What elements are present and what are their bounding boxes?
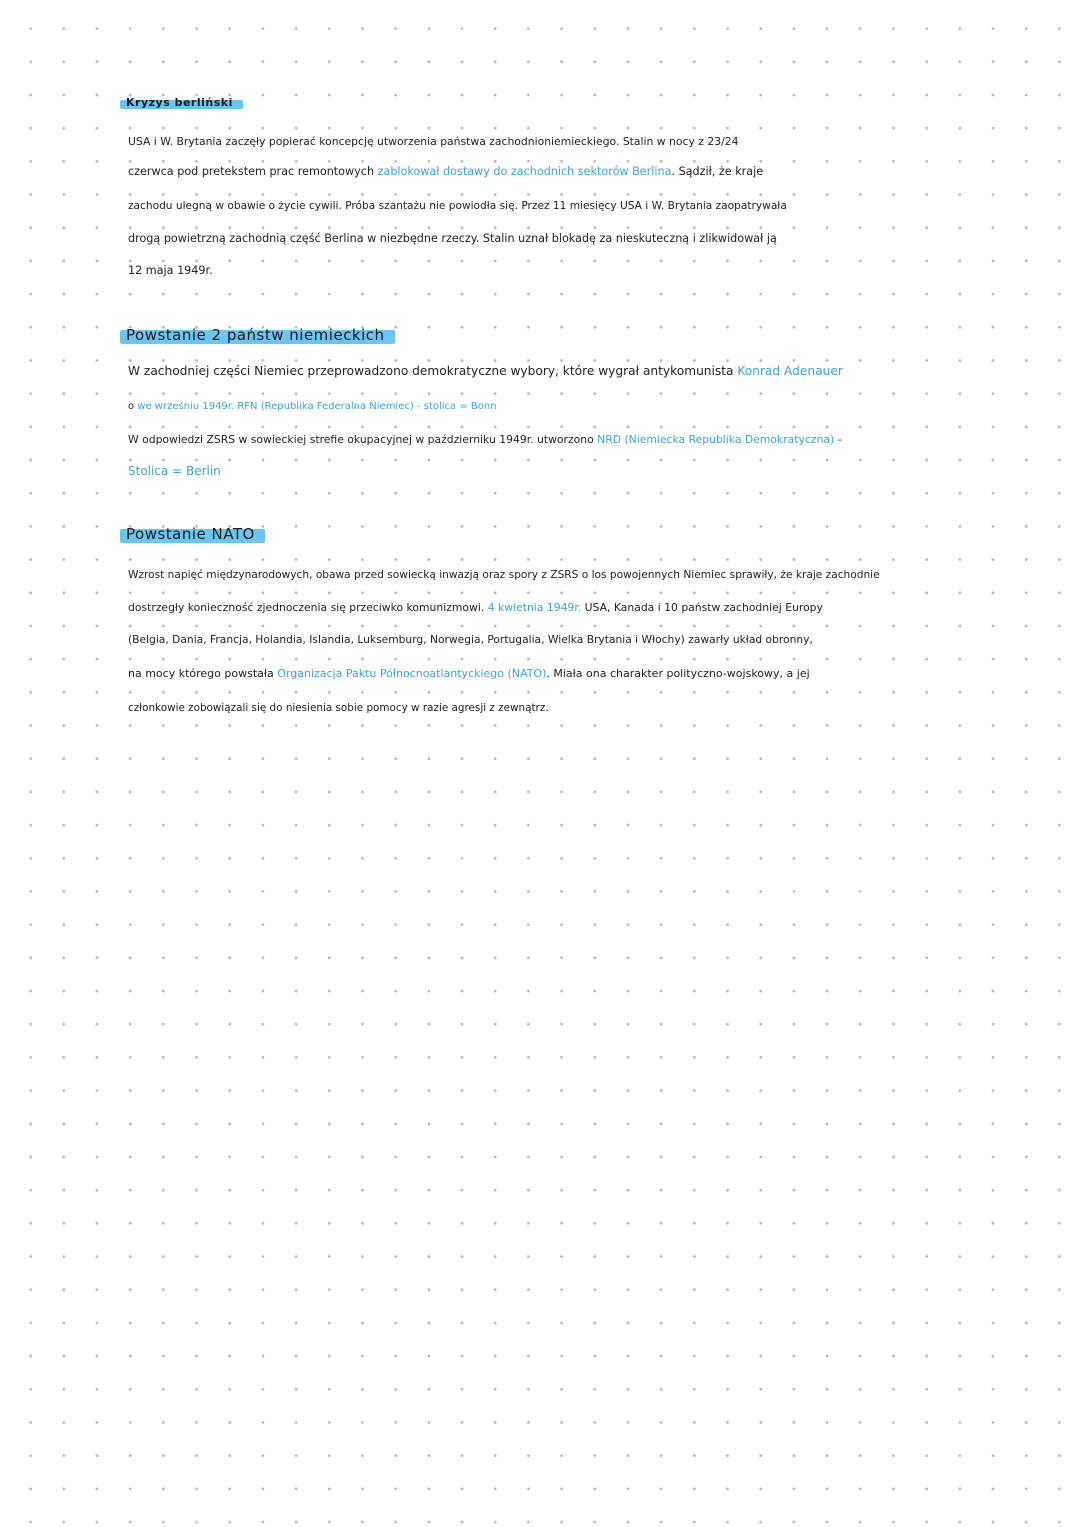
section-heading: Powstanie 2 państw niemieckich	[122, 326, 393, 344]
text-segment: zachodu ulegną w obawie o życie cywili. Próba szantażu nie powiodła się. Przez 11 miesięcy USA i W. Brytania zaopatrywała	[128, 200, 787, 212]
text-segment: . Sądził, że kraje	[671, 165, 764, 178]
text-segment: czerwca pod pretekstem prac remontowych	[128, 165, 378, 178]
highlighted-term: we wrześniu 1949r. RFN (Republika Federalna Niemiec) - stolica = Bonn	[137, 401, 497, 412]
text-segment: . Miała ona charakter polityczno-wojskowy, a jej	[546, 667, 810, 680]
highlighted-term: 4 kwietnia 1949r.	[487, 601, 582, 614]
section-heading: Kryzys berliński	[122, 96, 241, 109]
text-line	[128, 231, 777, 247]
highlighted-term: NRD (Niemiecka Republika Demokratyczna)	[597, 433, 835, 446]
highlighted-term: zablokował dostawy do zachodnich sektorów Berlina	[377, 165, 672, 178]
text-segment: 12 maja 1949r.	[128, 264, 213, 277]
text-line	[128, 134, 738, 150]
text-segment: (Belgia, Dania, Francja, Holandia, Islandia, Luksemburg, Norwegia, Portugalia, Wielka Brytania i Włochy) zawarły układ obronny,	[128, 633, 813, 646]
section-two-german-states	[118, 326, 1018, 496]
text-line	[128, 567, 880, 583]
text-segment: członkowie zobowiązali się do niesienia sobie pomocy w razie agresji z zewnątrz.	[128, 702, 549, 714]
text-segment: o	[128, 401, 138, 412]
text-line	[128, 600, 823, 616]
text-line	[128, 198, 787, 214]
text-segment: W odpowiedzi ZSRS w sowieckiej strefie okupacyjnej w październiku 1949r. utworzono	[128, 433, 598, 446]
section-nato	[118, 525, 1018, 725]
text-line	[128, 700, 549, 716]
text-line	[128, 263, 213, 279]
text-line	[128, 463, 221, 479]
text-segment: W zachodniej części Niemiec przeprowadzono demokratyczne wybory, które wygrał antykomunista	[128, 364, 738, 378]
section-heading: Powstanie NATO	[122, 525, 263, 543]
text-line	[128, 164, 763, 180]
text-line	[128, 399, 497, 415]
highlighted-term: Konrad Adenauer	[737, 364, 843, 378]
highlighted-term: Stolica = Berlin	[128, 464, 221, 478]
text-line	[128, 363, 843, 379]
text-segment: -	[834, 433, 842, 446]
text-segment: Wzrost napięć międzynarodowych, obawa przed sowiecką inwazją oraz spory z ZSRS o los powojennych Niemiec sprawiły, że kraje zachodnie	[128, 569, 880, 581]
text-segment: USA, Kanada i 10 państw zachodniej Europy	[581, 601, 823, 614]
section-berlin-crisis	[118, 96, 1018, 296]
text-segment: na mocy którego powstała	[128, 667, 278, 680]
text-line	[128, 432, 842, 448]
text-line	[128, 666, 810, 682]
text-segment: drogą powietrzną zachodnią część Berlina w niezbędne rzeczy. Stalin uznał blokadę za nieskuteczną i zlikwidował ją	[128, 232, 777, 245]
text-segment: dostrzegły konieczność zjednoczenia się przeciwko komunizmowi.	[128, 601, 488, 614]
highlighted-term: Organizacja Paktu Północnoatlantyckiego (NATO)	[277, 667, 547, 680]
text-line	[128, 632, 813, 648]
text-segment: USA i W. Brytania zaczęły popierać koncepcję utworzenia państwa zachodnioniemieckiego. Stalin w nocy z 23/24	[128, 135, 739, 148]
